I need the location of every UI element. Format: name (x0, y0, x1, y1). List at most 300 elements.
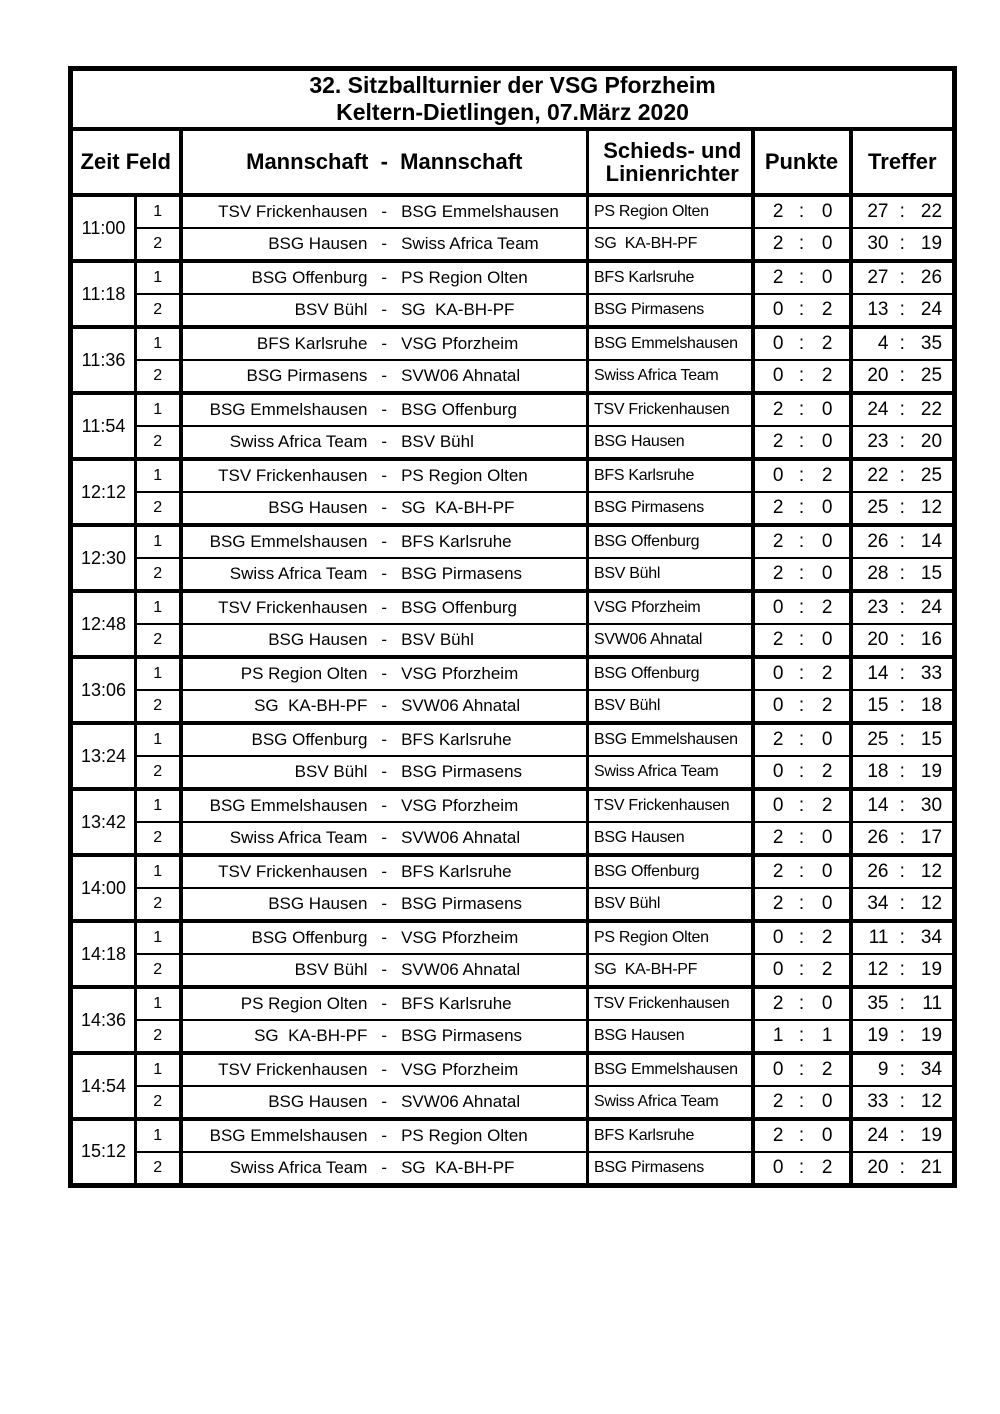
goals-home: 4 (877, 333, 889, 354)
away-team: BFS Karlsruhe (401, 532, 512, 551)
goals-colon: : (899, 629, 905, 650)
away-team: BSV Bühl (401, 630, 474, 649)
teams-cell (181, 822, 588, 855)
vs-dash: - (381, 762, 388, 781)
home-team: BSG Hausen (268, 630, 368, 649)
match-row (71, 1020, 955, 1053)
match-row (71, 327, 955, 360)
points-home: 2 (772, 1091, 784, 1112)
teams-cell (181, 789, 588, 822)
referee-cell: BFS Karlsruhe (588, 1119, 753, 1152)
home-team: BSG Pirmasens (246, 366, 368, 385)
goals-home: 20 (867, 365, 889, 386)
referee-cell: BSG Offenburg (588, 855, 753, 888)
field-number: 2 (136, 954, 181, 987)
points-colon: : (798, 663, 805, 684)
points-cell (753, 360, 851, 393)
points-cell (753, 591, 851, 624)
field-number: 1 (136, 987, 181, 1020)
away-team: PS Region Olten (401, 1126, 528, 1145)
goals-colon: : (899, 233, 905, 254)
vs-dash: - (381, 1092, 388, 1111)
field-number: 1 (136, 459, 181, 492)
goals-away: 16 (920, 629, 943, 650)
goals-away: 34 (920, 1059, 943, 1080)
points-home: 0 (772, 465, 784, 486)
time-cell: 15:12 (71, 1119, 136, 1185)
home-team: BSV Bühl (294, 300, 368, 319)
points-away: 0 (821, 893, 833, 914)
points-home: 0 (772, 365, 784, 386)
goals-colon: : (899, 993, 905, 1014)
match-row (71, 195, 955, 228)
vs-dash: - (381, 960, 388, 979)
field-number: 2 (136, 624, 181, 657)
points-cell (753, 459, 851, 492)
home-team: TSV Frickenhausen (218, 466, 368, 485)
away-team: VSG Pforzheim (401, 334, 519, 353)
referee-cell: BSG Emmelshausen (588, 723, 753, 756)
teams-cell (181, 228, 588, 261)
points-home: 2 (772, 497, 784, 518)
goals-away: 12 (920, 893, 943, 914)
points-home: 0 (772, 795, 784, 816)
referee-cell: BSG Pirmasens (588, 492, 753, 525)
points-colon: : (798, 597, 805, 618)
away-team: BFS Karlsruhe (401, 862, 512, 881)
away-team: SVW06 Ahnatal (401, 696, 521, 715)
match-row (71, 921, 955, 954)
goals-colon: : (899, 465, 905, 486)
goals-home: 15 (867, 695, 889, 716)
points-away: 2 (821, 365, 833, 386)
teams-cell (181, 1020, 588, 1053)
teams-cell (181, 624, 588, 657)
match-row (71, 294, 955, 327)
referee-cell: TSV Frickenhausen (588, 393, 753, 426)
away-team: VSG Pforzheim (401, 664, 519, 683)
points-cell (753, 789, 851, 822)
goals-away: 11 (922, 993, 943, 1014)
title-line1: 32. Sitzballturnier der VSG Pforzheim (309, 72, 716, 98)
goals-home: 28 (867, 563, 889, 584)
field-number: 1 (136, 525, 181, 558)
goals-cell (851, 1053, 955, 1086)
points-cell (753, 426, 851, 459)
goals-away: 14 (920, 531, 943, 552)
home-team: BSG Hausen (268, 1092, 368, 1111)
goals-home: 22 (867, 465, 889, 486)
home-team: BSG Emmelshausen (209, 796, 368, 815)
away-team: SG KA-BH-PF (401, 300, 515, 319)
goals-home: 25 (867, 729, 889, 750)
goals-cell (851, 492, 955, 525)
vs-dash: - (381, 300, 388, 319)
points-home: 0 (772, 663, 784, 684)
goals-colon: : (899, 795, 905, 816)
teams-cell (181, 921, 588, 954)
away-team: BFS Karlsruhe (401, 730, 512, 749)
referee-cell: BSG Emmelshausen (588, 327, 753, 360)
points-cell (753, 987, 851, 1020)
away-team: VSG Pforzheim (401, 796, 519, 815)
points-home: 0 (772, 299, 784, 320)
points-cell (753, 921, 851, 954)
points-away: 0 (821, 399, 833, 420)
goals-cell (851, 360, 955, 393)
referee-cell: BSV Bühl (588, 690, 753, 723)
match-row (71, 1152, 955, 1185)
points-away: 0 (821, 233, 833, 254)
home-team: SG KA-BH-PF (254, 1026, 368, 1045)
match-row (71, 756, 955, 789)
referee-cell: Swiss Africa Team (588, 360, 753, 393)
goals-home: 14 (867, 795, 889, 816)
points-away: 2 (821, 1059, 833, 1080)
field-number: 1 (136, 393, 181, 426)
points-home: 2 (772, 861, 784, 882)
match-row (71, 888, 955, 921)
home-team: BSV Bühl (294, 762, 368, 781)
teams-cell (181, 987, 588, 1020)
field-number: 1 (136, 723, 181, 756)
goals-cell (851, 294, 955, 327)
points-home: 2 (772, 201, 784, 222)
vs-dash: - (381, 994, 388, 1013)
referee-cell: TSV Frickenhausen (588, 789, 753, 822)
points-home: 2 (772, 1125, 784, 1146)
points-colon: : (798, 729, 805, 750)
goals-home: 20 (867, 629, 889, 650)
goals-home: 13 (867, 299, 889, 320)
vs-dash: - (381, 234, 388, 253)
vs-dash: - (381, 1157, 388, 1177)
home-team: Swiss Africa Team (229, 1157, 368, 1177)
points-away: 2 (821, 927, 833, 948)
teams-cell (181, 492, 588, 525)
goals-away: 24 (920, 597, 943, 618)
referee-cell: BSV Bühl (588, 888, 753, 921)
referee-cell: BSV Bühl (588, 558, 753, 591)
points-away: 0 (821, 267, 833, 288)
away-team: SVW06 Ahnatal (401, 366, 521, 385)
teams-cell (181, 393, 588, 426)
header-treffer: Treffer (851, 129, 955, 195)
away-team: BSG Pirmasens (401, 1026, 523, 1045)
points-cell (753, 756, 851, 789)
goals-away: 34 (920, 927, 943, 948)
header-punkte: Punkte (753, 129, 851, 195)
vs-dash: - (381, 334, 388, 353)
points-home: 0 (772, 959, 784, 980)
field-number: 1 (136, 1119, 181, 1152)
points-away: 0 (821, 827, 833, 848)
goals-away: 12 (920, 861, 943, 882)
teams-cell (181, 1053, 588, 1086)
time-cell: 11:36 (71, 327, 136, 393)
points-away: 0 (821, 993, 833, 1014)
points-cell (753, 1086, 851, 1119)
goals-away: 20 (920, 431, 943, 452)
goals-colon: : (899, 299, 905, 320)
away-team: SVW06 Ahnatal (401, 828, 521, 847)
field-number: 1 (136, 789, 181, 822)
goals-away: 22 (920, 399, 943, 420)
goals-away: 25 (920, 465, 943, 486)
vs-dash: - (381, 730, 388, 749)
home-team: TSV Frickenhausen (218, 598, 368, 617)
home-team: BSG Offenburg (251, 730, 368, 749)
goals-cell (851, 1152, 955, 1185)
goals-cell (851, 591, 955, 624)
time-cell: 12:30 (71, 525, 136, 591)
points-colon: : (798, 201, 805, 222)
field-number: 2 (136, 426, 181, 459)
goals-home: 30 (867, 233, 889, 254)
points-home: 0 (772, 1059, 784, 1080)
match-row (71, 723, 955, 756)
field-number: 2 (136, 822, 181, 855)
home-team: BSG Emmelshausen (209, 1126, 368, 1145)
points-colon: : (798, 927, 805, 948)
goals-cell (851, 921, 955, 954)
points-home: 0 (772, 1156, 784, 1178)
field-number: 1 (136, 261, 181, 294)
goals-cell (851, 855, 955, 888)
home-team: BSV Bühl (294, 960, 368, 979)
points-cell (753, 492, 851, 525)
away-team: VSG Pforzheim (401, 928, 519, 947)
goals-home: 26 (867, 827, 889, 848)
goals-colon: : (899, 267, 905, 288)
home-team: BSG Hausen (268, 894, 368, 913)
goals-cell (851, 756, 955, 789)
field-number: 1 (136, 1053, 181, 1086)
points-cell (753, 195, 851, 228)
points-home: 2 (772, 233, 784, 254)
teams-cell (181, 261, 588, 294)
teams-cell (181, 888, 588, 921)
teams-cell (181, 855, 588, 888)
field-number: 2 (136, 294, 181, 327)
vs-dash: - (381, 928, 388, 947)
away-team: SG KA-BH-PF (401, 1157, 515, 1177)
time-cell: 14:18 (71, 921, 136, 987)
home-team: TSV Frickenhausen (218, 862, 368, 881)
away-team: BSV Bühl (401, 432, 474, 451)
home-team: TSV Frickenhausen (218, 202, 368, 221)
teams-cell (181, 360, 588, 393)
referee-cell: SG KA-BH-PF (588, 954, 753, 987)
goals-colon: : (899, 399, 905, 420)
vs-dash: - (381, 400, 388, 419)
points-colon: : (798, 629, 805, 650)
referee-cell: BFS Karlsruhe (588, 261, 753, 294)
home-team: Swiss Africa Team (229, 432, 368, 451)
vs-dash: - (381, 268, 388, 287)
field-number: 2 (136, 690, 181, 723)
goals-colon: : (899, 497, 905, 518)
goals-cell (851, 393, 955, 426)
field-number: 1 (136, 855, 181, 888)
points-home: 1 (772, 1025, 784, 1046)
goals-home: 27 (867, 267, 889, 288)
referee-cell: PS Region Olten (588, 195, 753, 228)
points-colon: : (798, 431, 805, 452)
vs-dash: - (381, 862, 388, 881)
goals-cell (851, 327, 955, 360)
points-home: 0 (772, 761, 784, 782)
referee-cell: BSG Hausen (588, 822, 753, 855)
points-away: 0 (821, 531, 833, 552)
referee-cell: Swiss Africa Team (588, 1086, 753, 1119)
points-away: 2 (821, 333, 833, 354)
referee-cell: BSG Emmelshausen (588, 1053, 753, 1086)
match-row (71, 1086, 955, 1119)
goals-away: 33 (920, 663, 943, 684)
vs-dash: - (381, 532, 388, 551)
goals-colon: : (899, 1125, 905, 1146)
away-team: BFS Karlsruhe (401, 994, 512, 1013)
points-cell (753, 327, 851, 360)
teams-cell (181, 459, 588, 492)
points-away: 2 (821, 695, 833, 716)
points-cell (753, 822, 851, 855)
points-colon: : (798, 861, 805, 882)
goals-cell (851, 723, 955, 756)
points-home: 2 (772, 827, 784, 848)
points-cell (753, 294, 851, 327)
vs-dash: - (381, 564, 388, 583)
teams-cell (181, 1152, 588, 1185)
goals-home: 20 (867, 1156, 889, 1178)
points-home: 0 (772, 597, 784, 618)
goals-colon: : (899, 1025, 905, 1046)
field-number: 2 (136, 360, 181, 393)
match-row (71, 591, 955, 624)
goals-colon: : (899, 431, 905, 452)
referee-cell: BSG Offenburg (588, 657, 753, 690)
match-row (71, 228, 955, 261)
goals-colon: : (899, 531, 905, 552)
time-cell: 14:36 (71, 987, 136, 1053)
time-cell: 14:54 (71, 1053, 136, 1119)
points-cell (753, 558, 851, 591)
goals-colon: : (899, 365, 905, 386)
vs-dash: - (381, 366, 388, 385)
away-team: BSG Offenburg (401, 400, 518, 419)
goals-cell (851, 822, 955, 855)
referee-cell: BSG Pirmasens (588, 1152, 753, 1185)
header-schieds-line1: Schieds- und (603, 138, 742, 163)
home-team: BSG Emmelshausen (209, 532, 368, 551)
goals-cell (851, 1086, 955, 1119)
points-cell (753, 954, 851, 987)
match-row (71, 690, 955, 723)
goals-cell (851, 888, 955, 921)
points-away: 1 (821, 1025, 833, 1046)
points-home: 2 (772, 563, 784, 584)
points-colon: : (798, 465, 805, 486)
field-number: 2 (136, 1020, 181, 1053)
points-cell (753, 1053, 851, 1086)
tournament-title (71, 69, 955, 130)
match-row (71, 525, 955, 558)
goals-cell (851, 459, 955, 492)
vs-dash: - (381, 498, 388, 517)
goals-away: 15 (920, 729, 943, 750)
goals-away: 19 (920, 761, 943, 782)
goals-away: 17 (920, 827, 943, 848)
teams-cell (181, 954, 588, 987)
time-cell: 13:06 (71, 657, 136, 723)
goals-home: 27 (867, 201, 889, 222)
goals-home: 24 (867, 1125, 889, 1146)
home-team: Swiss Africa Team (229, 828, 368, 847)
points-cell (753, 228, 851, 261)
goals-away: 21 (920, 1156, 943, 1178)
field-number: 1 (136, 657, 181, 690)
goals-colon: : (899, 959, 905, 980)
points-away: 0 (821, 201, 833, 222)
goals-cell (851, 789, 955, 822)
away-team: BSG Pirmasens (401, 564, 523, 583)
points-colon: : (798, 563, 805, 584)
match-row (71, 657, 955, 690)
points-colon: : (798, 795, 805, 816)
goals-home: 12 (867, 959, 889, 980)
match-row (71, 459, 955, 492)
points-cell (753, 525, 851, 558)
home-team: BSG Emmelshausen (209, 400, 368, 419)
home-team: BFS Karlsruhe (256, 334, 368, 353)
vs-dash: - (381, 630, 388, 649)
goals-colon: : (899, 893, 905, 914)
teams-cell (181, 690, 588, 723)
points-colon: : (798, 1125, 805, 1146)
points-away: 0 (821, 497, 833, 518)
goals-home: 18 (867, 761, 889, 782)
points-colon: : (798, 497, 805, 518)
time-cell: 12:12 (71, 459, 136, 525)
goals-away: 25 (920, 365, 943, 386)
field-number: 1 (136, 327, 181, 360)
points-home: 2 (772, 893, 784, 914)
points-cell (753, 723, 851, 756)
time-cell: 11:00 (71, 195, 136, 261)
goals-colon: : (899, 597, 905, 618)
teams-cell (181, 294, 588, 327)
teams-cell (181, 558, 588, 591)
points-away: 2 (821, 663, 833, 684)
header-zeit-feld: Zeit Feld (71, 129, 181, 195)
points-colon: : (798, 761, 805, 782)
points-colon: : (798, 365, 805, 386)
points-cell (753, 690, 851, 723)
home-team: Swiss Africa Team (229, 564, 368, 583)
teams-cell (181, 591, 588, 624)
goals-cell (851, 261, 955, 294)
points-colon: : (798, 267, 805, 288)
points-away: 2 (821, 959, 833, 980)
goals-home: 11 (868, 927, 889, 948)
time-cell: 11:18 (71, 261, 136, 327)
goals-colon: : (899, 1091, 905, 1112)
goals-home: 33 (867, 1091, 889, 1112)
time-cell: 13:42 (71, 789, 136, 855)
referee-cell: Swiss Africa Team (588, 756, 753, 789)
match-row (71, 789, 955, 822)
